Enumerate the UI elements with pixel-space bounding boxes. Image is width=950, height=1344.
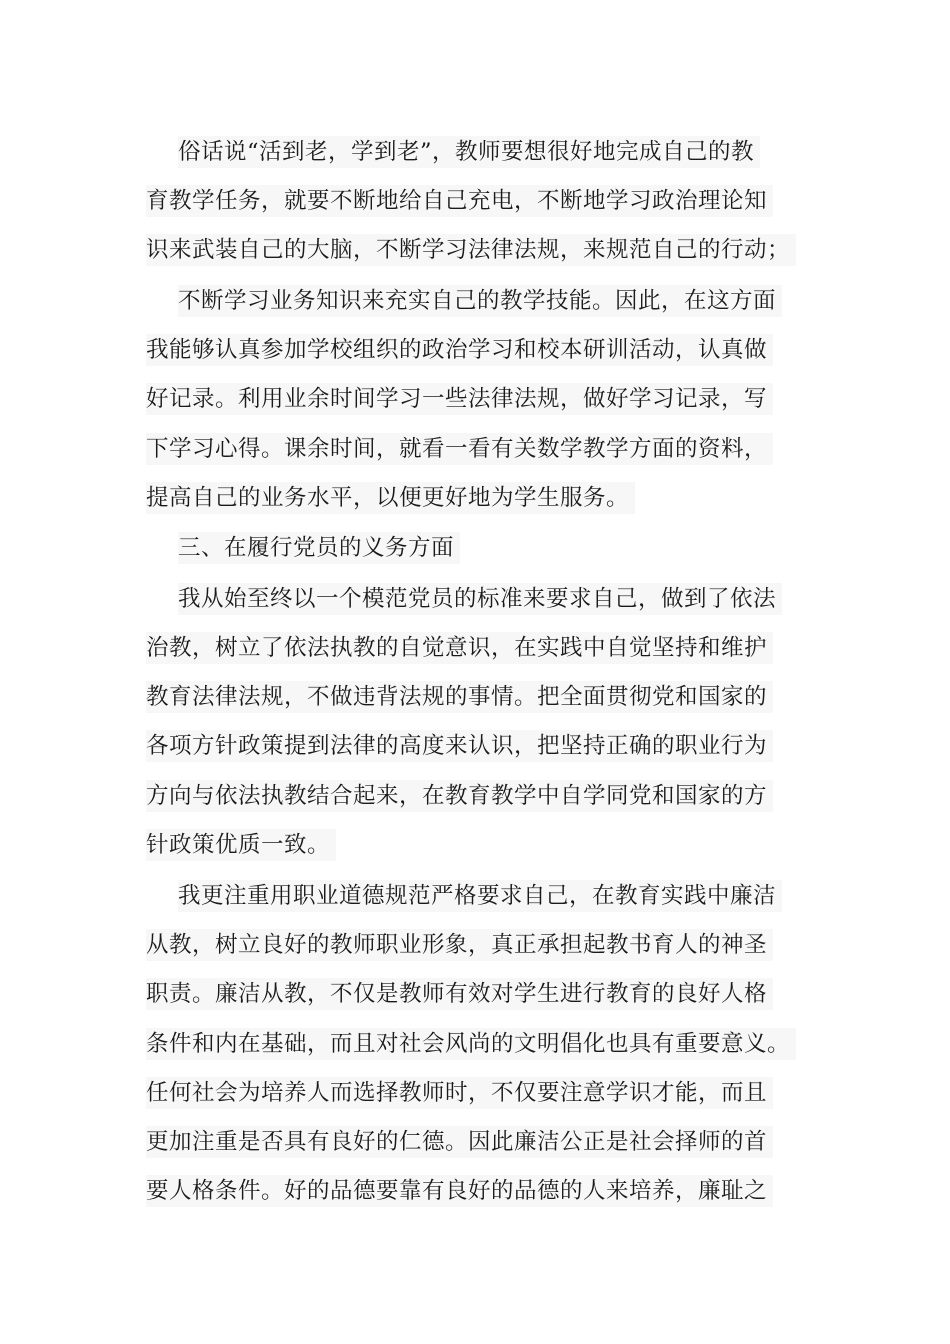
paragraph-3-line-3: 教育法律法规，不做违背法规的事情。把全面贯彻党和国家的 [146,681,773,713]
paragraph-4-line-6: 更加注重是否具有良好的仁德。因此廉洁公正是社会择师的首 [146,1126,773,1158]
paragraph-3-line-5: 方向与依法执教结合起来，在教育教学中自学同党和国家的方 [146,780,773,812]
paragraph-2-line-1: 不断学习业务知识来充实自己的教学技能。因此，在这方面 [178,285,782,317]
paragraph-1-line-3: 识来武装自己的大脑，不断学习法律法规，来规范自己的行动； [146,234,796,266]
paragraph-2-line-3: 好记录。利用业余时间学习一些法律法规，做好学习记录，写 [146,383,773,415]
paragraph-4-line-3: 职责。廉洁从教，不仅是教师有效对学生进行教育的良好人格 [146,978,773,1010]
paragraph-2-line-5: 提高自己的业务水平，以便更好地为学生服务。 [146,482,635,514]
paragraph-3-line-1: 我从始至终以一个模范党员的标准来要求自己，做到了依法 [178,583,782,615]
section-heading: 三、在履行党员的义务方面 [178,532,460,564]
paragraph-1-line-2: 育教学任务，就要不断地给自己充电，不断地学习政治理论知 [146,185,773,217]
paragraph-4-line-2: 从教，树立良好的教师职业形象，真正承担起教书育人的神圣 [146,929,773,961]
paragraph-3-line-2: 治教，树立了依法执教的自觉意识，在实践中自觉坚持和维护 [146,632,773,664]
paragraph-4-line-5: 任何社会为培养人而选择教师时，不仅要注意学识才能，而且 [146,1077,773,1109]
paragraph-2-line-2: 我能够认真参加学校组织的政治学习和校本研训活动，认真做 [146,334,773,366]
paragraph-3-line-6: 针政策优质一致。 [146,829,336,861]
paragraph-4-line-1: 我更注重用职业道德规范严格要求自己，在教育实践中廉洁 [178,880,782,912]
paragraph-4-line-4: 条件和内在基础，而且对社会风尚的文明倡化也具有重要意义。 [146,1028,796,1060]
paragraph-3-line-4: 各项方针政策提到法律的高度来认识，把坚持正确的职业行为 [146,730,773,762]
paragraph-1-line-1: 俗话说“活到老，学到老”，教师要想很好地完成自己的教 [178,136,760,168]
paragraph-4-line-7: 要人格条件。好的品德要靠有良好的品德的人来培养，廉耻之 [146,1175,773,1207]
paragraph-2-line-4: 下学习心得。课余时间，就看一看有关数学教学方面的资料， [146,433,773,465]
